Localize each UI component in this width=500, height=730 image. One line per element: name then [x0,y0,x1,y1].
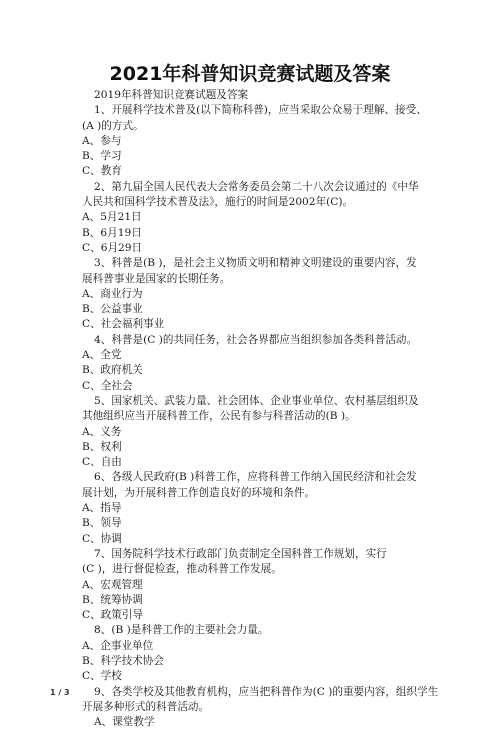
answer-option: C、社会福利事业 [82,318,165,331]
answer-option: C、教育 [82,165,122,178]
question-line: 人民共和国科学技术普及法》，施行的时间是2002年(C)。 [82,196,354,209]
answer-option: A、商业行为 [82,287,143,300]
question-line: 6、各级人民政府(B )科普工作，应将科普工作纳入国民经济和社会发 [94,471,417,484]
answer-option: A、5月21日 [82,211,142,224]
document-body [82,88,439,730]
question-list [82,103,439,730]
answer-option: A、课堂教学 [94,716,155,729]
question-line: 9、各类学校及其他教育机构，应当把科普作为(C )的重要内容，组织学生 [94,685,439,698]
answer-option: B、政府机关 [82,364,143,377]
answer-option: A、宏观管理 [82,578,143,591]
answer-option: B、6月19日 [82,226,142,239]
answer-option: A、全党 [82,349,122,362]
question-line: (A )的方式。 [82,119,144,132]
answer-option: B、统筹协调 [82,593,143,606]
answer-option: B、领导 [82,517,122,530]
question-line: 4、科普是(C )的共同任务，社会各界都应当组织参加各类科普活动。 [94,333,418,346]
question-line: 5、国家机关、武装力量、社会团体、企业事业单位、农村基层组织及 [94,394,419,407]
answer-option: A、义务 [82,425,122,438]
page-number: 1 / 3 [50,688,70,697]
question-line: 3、科普是(B )，是社会主义物质文明和精神文明建设的重要内容，发 [94,257,417,270]
question-line: 7、国务院科学技术行政部门负责制定全国科普工作规划，实行 [94,547,387,560]
answer-option: C、政策引导 [82,609,144,622]
answer-option: A、企事业单位 [82,639,154,652]
answer-option: C、协调 [82,532,122,545]
question-line: 展科普事业是国家的长期任务。 [82,272,231,285]
question-line: 8、(B )是科普工作的主要社会力量。 [94,624,269,637]
answer-option: A、指导 [82,502,122,515]
answer-option: C、6月29日 [82,241,143,254]
answer-option: B、科学技术协会 [82,654,164,667]
question-line: 2、第九届全国人民代表大会常务委员会第二十八次会议通过的《中华 [94,180,419,193]
question-line: 其他组织应当开展科普工作，公民有参与科普活动的(B )。 [82,410,356,423]
question-line: 开展多种形式的科普活动。 [82,700,210,713]
answer-option: C、全社会 [82,379,133,392]
question-line: 展计划，为开展科普工作创造良好的环境和条件。 [82,486,316,499]
answer-option: B、学习 [82,150,122,163]
question-line: (C )，进行督促检查，推动科普工作发展。 [82,563,282,576]
answer-option: C、学校 [82,670,122,683]
answer-option: A、参与 [82,134,122,147]
answer-option: C、自由 [82,456,122,469]
question-line: 1、开展科学技术普及(以下简称科普)，应当采取公众易于理解、接受、 [94,104,427,117]
document-title: 2021年科普知识竞赛试题及答案 [109,63,391,85]
document-subtitle: 2019年科普知识竞赛试题及答案 [94,89,249,101]
answer-option: B、公益事业 [82,303,143,316]
answer-option: B、权利 [82,440,122,453]
